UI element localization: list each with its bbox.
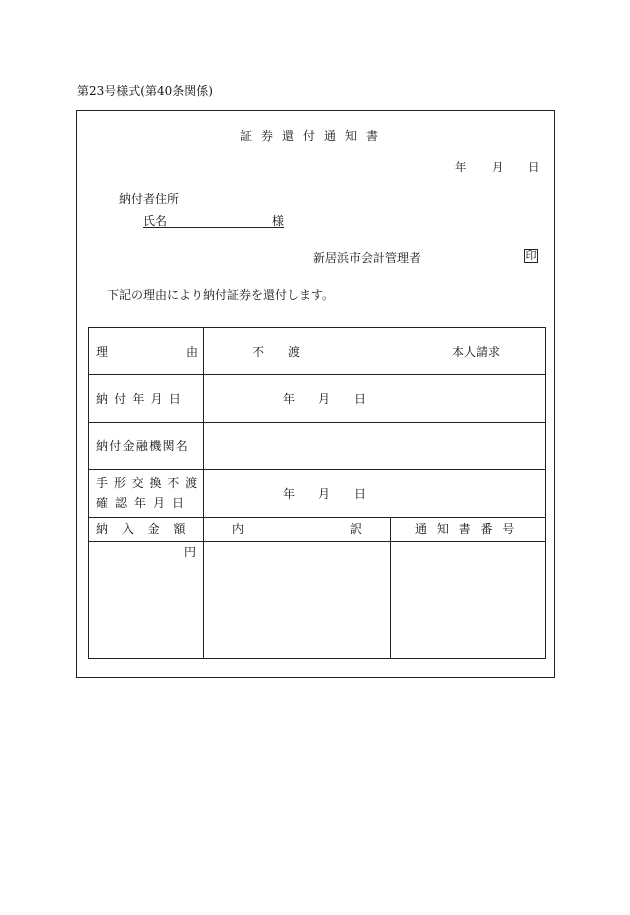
bounce-date-day: 日 (354, 487, 367, 501)
document-title: 証券還付通知書 (240, 129, 388, 143)
issuer-name: 新居浜市会計管理者 (313, 251, 422, 265)
date-day-label: 日 (528, 160, 540, 174)
column-divider (390, 517, 391, 659)
bounce-label-line2: 確 認 年 月 日 (96, 496, 186, 510)
row-divider (88, 469, 546, 470)
row-divider (88, 517, 546, 518)
amount-label: 納 入 金 額 (96, 522, 191, 536)
breakdown-label-start: 内 (232, 522, 245, 536)
payer-name-label: 氏名 (143, 214, 168, 228)
column-divider (203, 327, 204, 659)
return-message: 下記の理由により納付証券を還付します。 (107, 288, 335, 302)
bounce-date-month: 月 (318, 487, 331, 501)
payment-date-year: 年 (283, 392, 296, 406)
reason-label-end: 由 (186, 345, 199, 359)
return-details-table (88, 327, 546, 659)
date-month-label: 月 (492, 160, 504, 174)
reason-option-non-delivery-1: 不 (252, 345, 265, 359)
form-id: 第23号様式(第40条関係) (77, 84, 213, 98)
reason-option-own-request: 本人請求 (452, 345, 501, 359)
row-divider (88, 541, 546, 542)
institution-label: 納付金融機関名 (96, 439, 190, 453)
reason-option-non-delivery-2: 渡 (288, 345, 301, 359)
payment-date-day: 日 (354, 392, 367, 406)
row-divider (88, 422, 546, 423)
payer-honorific: 様 (272, 214, 285, 228)
payment-date-label: 納 付 年 月 日 (96, 392, 183, 406)
payer-address-label: 納付者住所 (119, 192, 180, 206)
bounce-date-year: 年 (283, 487, 296, 501)
breakdown-label-end: 訳 (350, 522, 363, 536)
notice-number-label: 通 知 書 番 号 (415, 522, 518, 536)
bounce-label-line1: 手 形 交 換 不 渡 (96, 476, 199, 490)
yen-unit: 円 (184, 545, 197, 559)
date-year-label: 年 (455, 160, 467, 174)
seal-mark: 印 (525, 249, 537, 262)
payer-name-underline (143, 227, 284, 228)
row-divider (88, 374, 546, 375)
payment-date-month: 月 (318, 392, 331, 406)
reason-label-start: 理 (96, 345, 109, 359)
